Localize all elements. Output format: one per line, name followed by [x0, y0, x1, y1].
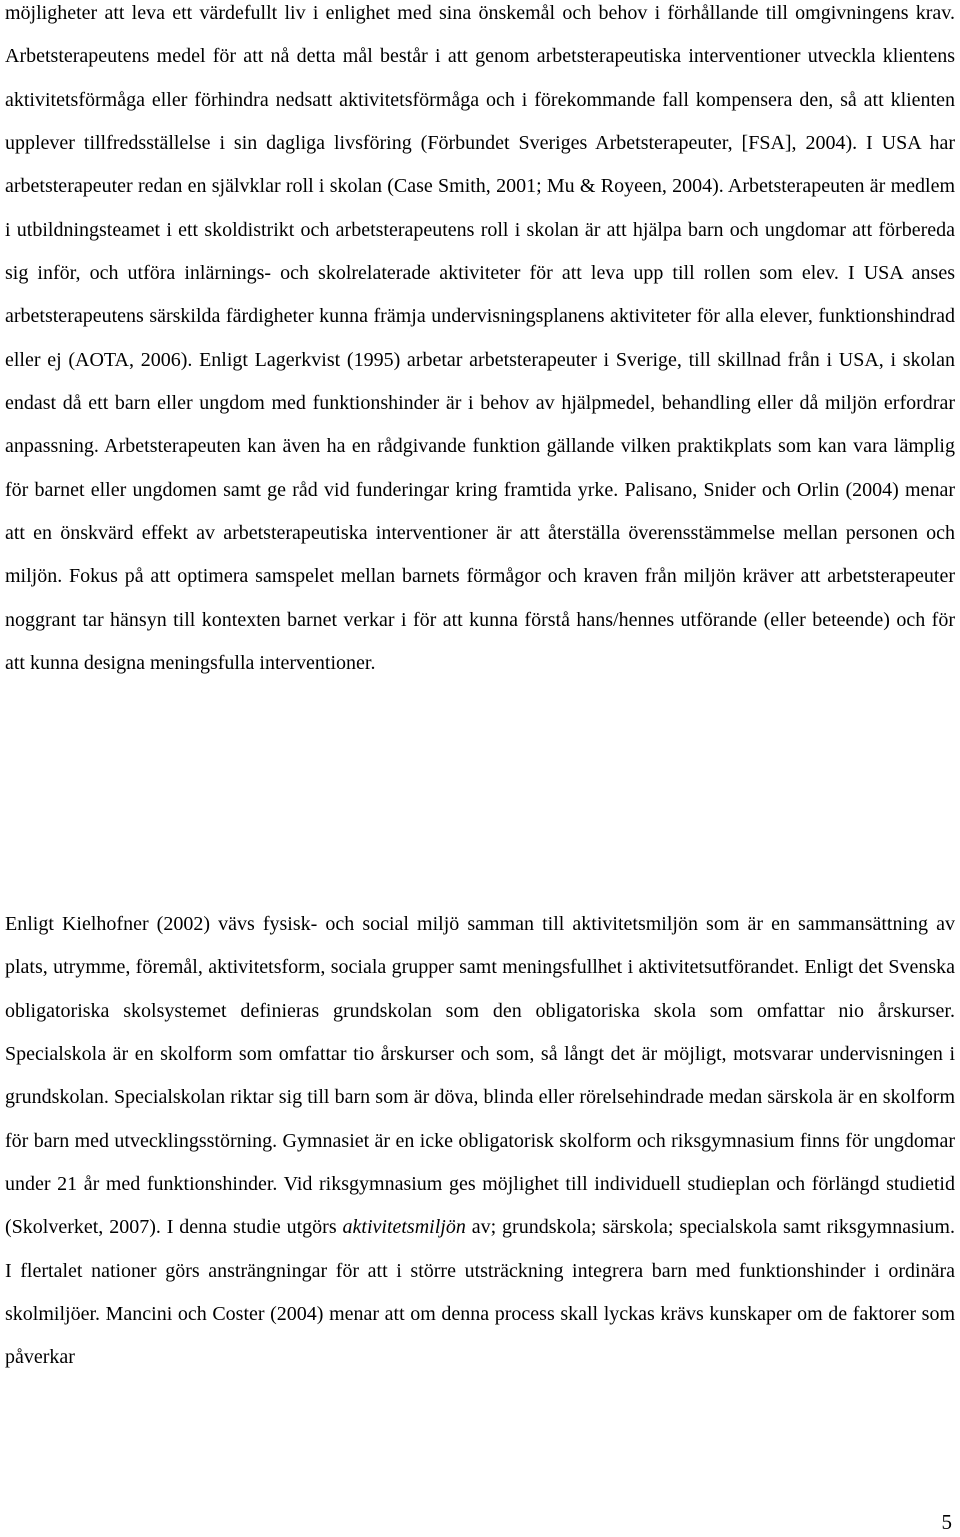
emphasized-term: aktivitetsmiljön — [342, 1216, 466, 1239]
body-paragraph-2 — [5, 903, 955, 1380]
paragraph-2-text-end: av; grundskola; särskola; specialskola samt riksgymnasium. I flertalet nationer görs ansträngningar för att i större utsträckning integrera barn med funktionshinder i ordinära skolmiljöer. Mancini och Coster (2004) menar att om denna process skall lyckas krävs kunskaper om de faktorer som påverkar — [5, 1216, 955, 1369]
body-paragraph-1: möjligheter att leva ett värdefullt liv i enlighet med sina önskemål och behov i förhållande till omgivningens krav. Arbetsterapeutens medel för att nå detta mål består i att genom arbetsterapeutiska interventioner utveckla klientens aktivitetsförmåga eller förhindra nedsatt aktivitetsförmåga och i förekommande fall kompensera den, så att klienten upplever tillfredsställelse i sin dagliga livsföring (Förbundet Sveriges Arbetsterapeuter, [FSA], 2004). I USA har arbetsterapeuter redan en självklar roll i skolan (Case Smith, 2001; Mu & Royeen, 2004). Arbetsterapeuten är medlem i utbildningsteamet i ett skoldistrikt och arbetsterapeutens roll i skolan är att hjälpa barn och ungdomar att förbereda sig inför, och utföra inlärnings- och skolrelaterade aktiviteter för att leva upp till rollen som elev. I USA anses arbetsterapeutens särskilda färdigheter kunna främja undervisningsplanens aktiviteter för alla elever, funktionshindrad eller ej (AOTA, 2006). Enligt Lagerkvist (1995) arbetar arbetsterapeuter i Sverige, till skillnad från i USA, i skolan endast då ett barn eller ungdom med funktionshinder är i behov av hjälpmedel, behandling eller då miljön erfordrar anpassning. Arbetsterapeuten kan även ha en rådgivande funktion gällande vilken praktikplats som kan vara lämplig för barnet eller ungdomen samt ge råd vid funderingar kring framtida yrke. Palisano, Snider och Orlin (2004) menar att en önskvärd effekt av arbetsterapeutiska interventioner är att återställa överensstämmelse mellan personen och miljön. Fokus på att optimera samspelet mellan barnets förmågor och kraven från miljön kräver att arbetsterapeuter noggrant tar hänsyn till kontexten barnet verkar i för att kunna förstå hans/hennes utförande (eller beteende) och för att kunna designa meningsfulla interventioner. — [5, 2, 955, 675]
paragraph-2-text-start: Enligt Kielhofner (2002) vävs fysisk- och social miljö samman till aktivitetsmiljön som är en sammansättning av plats, utrymme, föremål, aktivitetsform, sociala grupper samt meningsfullhet i aktivitetsutförandet. Enligt det Svenska obligatoriska skolsystemet definieras grundskolan som den obligatoriska skola som omfattar nio årskurser. Specialskola är en skolform som omfattar tio årskurser och som, så långt det är möjligt, motsvarar undervisningen i grundskolan. Specialskolan riktar sig till barn som är döva, blinda eller rörelsehindrade medan särskola är en skolform för barn med utvecklingsstörning. Gymnasiet är en icke obligatorisk skolform och riksgymnasium finns för ungdomar under 21 år med funktionshinder. Vid riksgymnasium ges möjlighet till individuell studieplan och förlängd studietid (Skolverket, 2007). I denna studie utgörs — [5, 913, 955, 1239]
page-number: 5 — [941, 1510, 952, 1534]
